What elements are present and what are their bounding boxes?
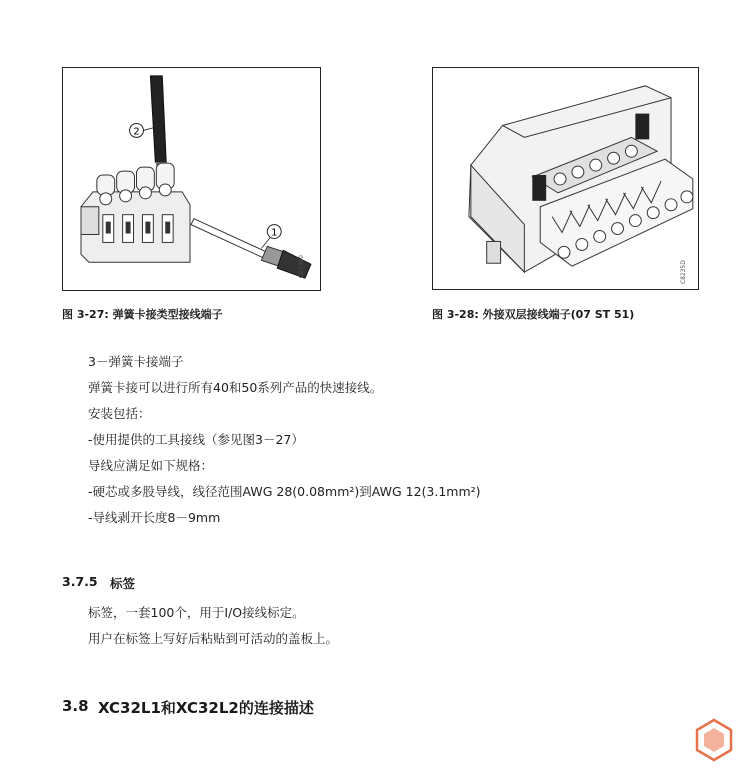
- body-line: -导线剥开长度8－9mm: [88, 510, 221, 525]
- double-terminal-drawing: [433, 68, 698, 289]
- section-title: XC32L1和XC32L2的连接描述: [98, 699, 314, 717]
- callout-1: 1: [271, 227, 278, 239]
- section-title: 标签: [110, 576, 136, 591]
- figure-caption-3-27: 图 3-27: 弹簧卡接类型接线端子: [62, 308, 223, 321]
- watermark-logo-icon: [693, 718, 735, 762]
- body-line: 标签，一套100个，用于I/O接线标定。: [88, 605, 305, 620]
- spring-terminal-drawing: [63, 68, 320, 290]
- figure-spring-terminal: [62, 67, 321, 291]
- figure-code: C07300: [297, 255, 305, 279]
- section-number: 3.8: [62, 697, 89, 715]
- body-line: 安装包括：: [88, 406, 151, 421]
- body-line: 弹簧卡接可以进行所有40和50系列产品的快速接线。: [88, 380, 383, 395]
- section-number: 3.7.5: [62, 574, 98, 589]
- body-line: 3－弹簧卡接端子: [88, 354, 184, 369]
- body-line: 用户在标签上写好后粘贴到可活动的盖板上。: [88, 631, 339, 646]
- figure-code: C8235D: [679, 260, 687, 285]
- body-line: 导线应满足如下规格：: [88, 458, 214, 473]
- callout-2: 2: [133, 126, 140, 138]
- figure-double-terminal: [432, 67, 699, 290]
- body-line: -硬芯或多股导线，线径范围AWG 28(0.08mm²)到AWG 12(3.1mm²): [88, 484, 481, 499]
- figure-caption-3-28: 图 3-28: 外接双层接线端子(07 ST 51): [432, 308, 635, 321]
- body-line: -使用提供的工具接线（参见图3－27）: [88, 432, 304, 447]
